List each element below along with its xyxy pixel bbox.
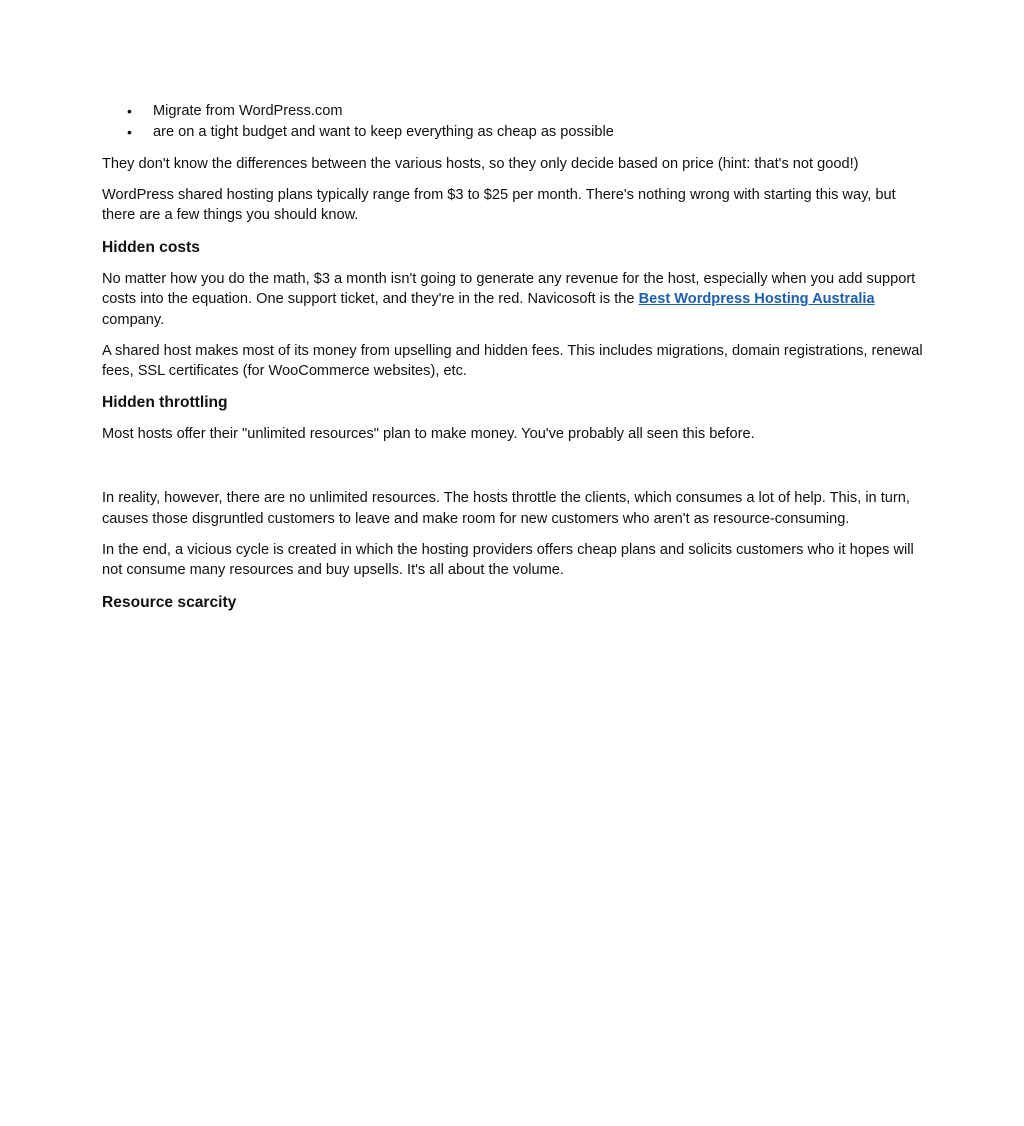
blank-space xyxy=(102,445,924,488)
paragraph-vicious-cycle: In the end, a vicious cycle is created in which the hosting providers offers cheap plans and solicits customers who it hopes will not consume many resources and buy upsells. It's all about the volume. xyxy=(102,541,914,579)
bullet-icon: • xyxy=(127,103,132,119)
paragraph-upselling: A shared host makes most of its money from upselling and hidden fees. This includes migrations, domain registrations, renewal fees, SSL certificates (for WooCommerce websites), etc. xyxy=(102,342,923,380)
list-item-text: are on a tight budget and want to keep everything as cheap as possible xyxy=(153,124,614,141)
bullet-icon: • xyxy=(127,124,132,141)
list-item-text: Migrate from WordPress.com xyxy=(153,103,343,119)
bullet-list xyxy=(102,101,924,144)
paragraph-unlimited-resources: Most hosts offer their "unlimited resources" plan to make money. You've probably all seen this before. xyxy=(102,426,755,443)
heading-hidden-costs: Hidden costs xyxy=(102,238,200,256)
best-wordpress-hosting-link[interactable]: Best Wordpress Hosting Australia xyxy=(638,291,875,308)
paragraph-reality: In reality, however, there are no unlimited resources. The hosts throttle the clients, which consumes a lot of help. This, in turn, causes those disgruntled customers to leave and make room for new customers who aren't as resource-consuming. xyxy=(102,490,910,527)
heading-hidden-throttling: Hidden throttling xyxy=(102,394,228,412)
list-item xyxy=(102,101,924,122)
paragraph-hosts-differences: They don't know the differences between the various hosts, so they only decide based on price (hint: that's not good!) xyxy=(102,155,859,172)
document-page xyxy=(102,101,924,614)
heading-resource-scarcity: Resource scarcity xyxy=(102,593,237,611)
paragraph-math-text: No matter how you do the math, $3 a month isn't going to generate any revenue for the host, especially when you add support costs into the equation. One support ticket, and they're in the red. Navicosoft is the xyxy=(102,270,916,308)
list-item xyxy=(102,122,924,143)
paragraph-math xyxy=(102,269,924,331)
paragraph-shared-hosting-prices: WordPress shared hosting plans typically range from $3 to $25 per month. There's nothing wrong with starting this way, but there are a few things you should know. xyxy=(102,186,896,224)
paragraph-math-tail: company. xyxy=(102,311,165,328)
